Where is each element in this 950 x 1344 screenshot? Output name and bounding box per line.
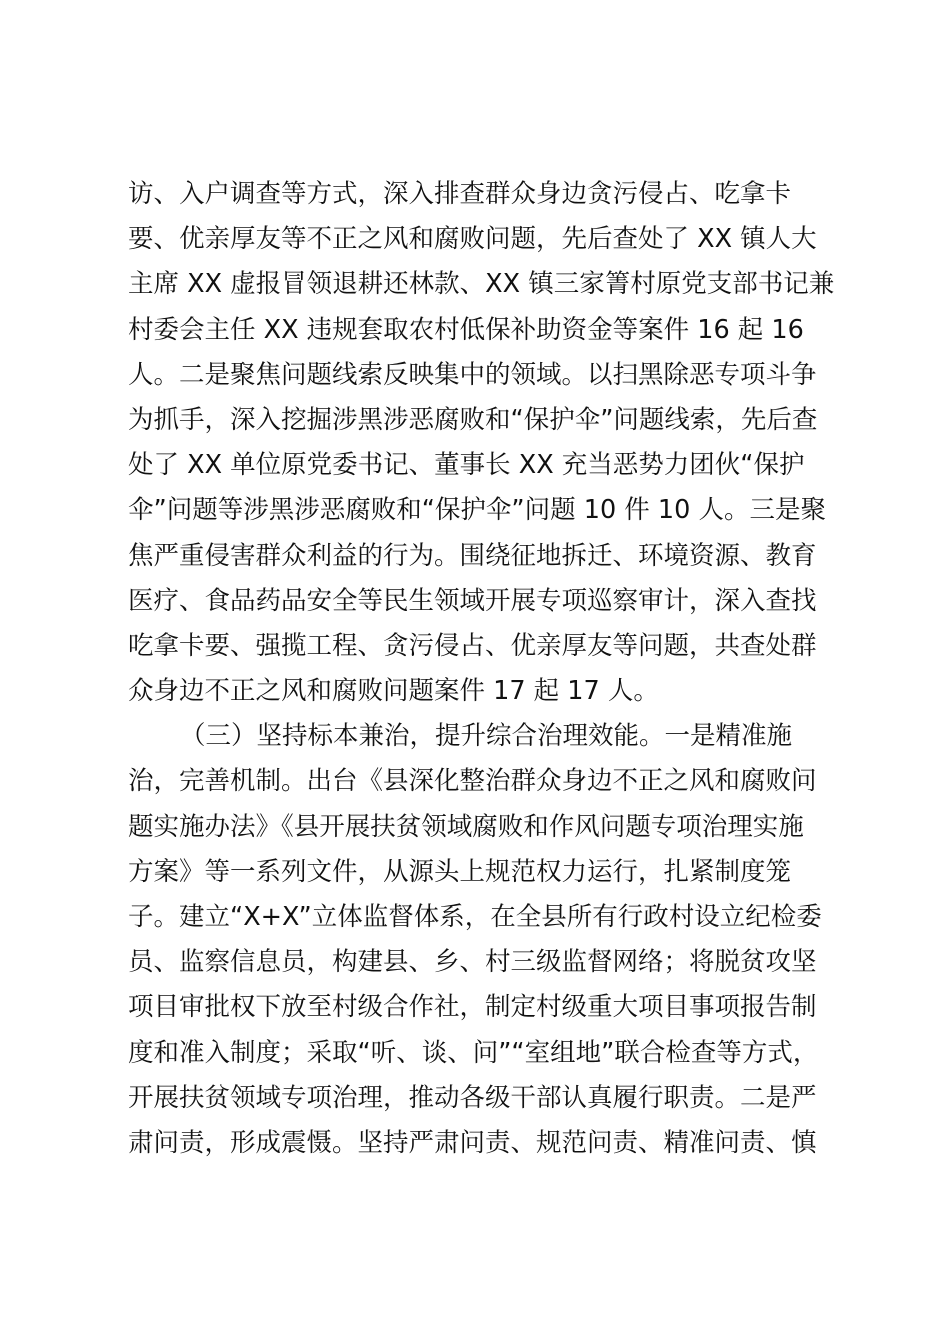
- text-line: 焦严重侵害群众利益的行为。围绕征地拆迁、环境资源、教育: [128, 540, 817, 571]
- text-line: 吃拿卡要、强揽工程、贪污侵占、优亲厚友等问题，共查处群: [128, 630, 817, 661]
- text-line: 题实施办法》《县开展扶贫领域腐败和作风问题专项治理实施: [128, 811, 804, 842]
- section-heading-line: （三）坚持标本兼治，提升综合治理效能。一是精准施: [180, 721, 793, 752]
- text-line: 处了 XX 单位原党委书记、董事长 XX 充当恶势力团伙“保护: [128, 450, 805, 481]
- text-line: 度和准入制度；采取“听、谈、问”“室组地”联合检查等方式，: [128, 1037, 819, 1068]
- text-line: 访、入户调查等方式，深入排查群众身边贪污侵占、吃拿卡: [128, 179, 792, 209]
- text-line: 子。建立“X+X”立体监督体系，在全县所有行政村设立纪检委: [128, 902, 822, 932]
- text-line: 众身边不正之风和腐败问题案件 17 起 17 人。: [128, 676, 659, 707]
- text-line: 要、优亲厚友等不正之风和腐败问题，先后查处了 XX 镇人大: [128, 224, 817, 255]
- text-line: 伞”问题等涉黑涉恶腐败和“保护伞”问题 10 件 10 人。三是聚: [128, 495, 826, 526]
- text-line: 主席 XX 虚报冒领退耕还林款、XX 镇三家箐村原党支部书记兼: [128, 269, 835, 300]
- text-line: 开展扶贫领域专项治理，推动各级干部认真履行职责。二是严: [128, 1082, 817, 1113]
- text-line: 医疗、食品药品安全等民生领域开展专项巡察审计，深入查找: [128, 585, 817, 616]
- body-text: [128, 172, 848, 1166]
- text-line: 治，完善机制。出台《县深化整治群众身边不正之风和腐败问: [128, 766, 817, 797]
- text-line: 村委会主任 XX 违规套取农村低保补助资金等案件 16 起 16: [128, 314, 804, 345]
- text-line: 方案》等一系列文件，从源头上规范权力运行，扎紧制度笼: [128, 856, 792, 887]
- text-line: 为抓手，深入挖掘涉黑涉恶腐败和“保护伞”问题线索，先后查: [128, 404, 818, 435]
- text-line: 肃问责，形成震慑。坚持严肃问责、规范问责、精准问责、慎: [128, 1127, 817, 1158]
- text-line: 员、监察信息员，构建县、乡、村三级监督网络；将脱贫攻坚: [128, 947, 817, 978]
- text-line: 项目审批权下放至村级合作社，制定村级重大项目事项报告制: [128, 992, 817, 1023]
- text-line: 人。二是聚焦问题线索反映集中的领域。以扫黑除恶专项斗争: [128, 359, 817, 390]
